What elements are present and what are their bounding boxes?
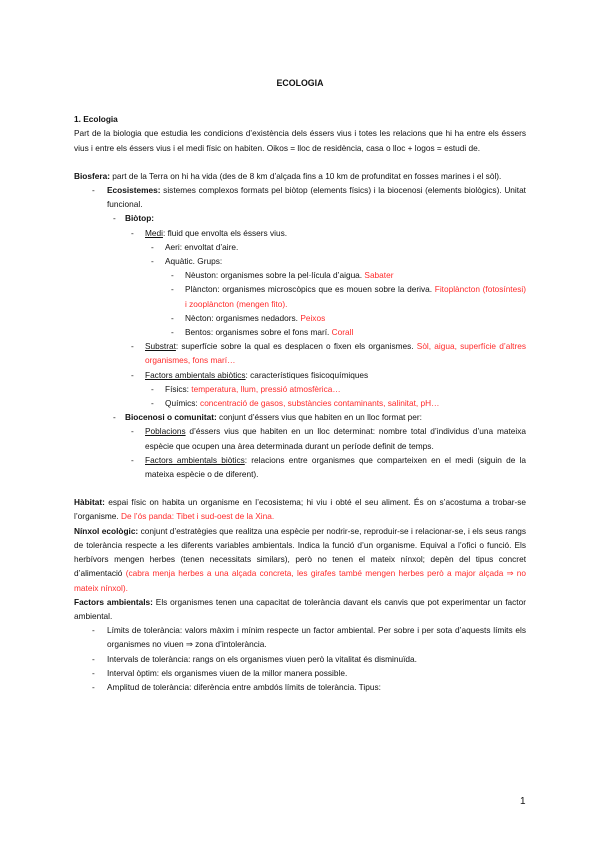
term-biocenosi: Biocenosi o comunitat: — [125, 412, 217, 423]
list-item — [125, 424, 526, 452]
biosfera-definition: part de la Terra on hi ha vida (des de 8 km d’alçada fins a 10 km de profunditat en fosses marines i el sòl). — [109, 170, 502, 181]
example-text: Fitoplàncton (fotosíntesi) i zooplàncton (mengen fito). — [185, 284, 526, 309]
factors-definition: : característiques fisicoquímiques — [245, 369, 369, 380]
list-item: - Amplitud de tolerància: diferència entre ambdós límits de tolerància. Tipus: — [74, 680, 526, 694]
list-item — [125, 339, 526, 367]
bullet-list — [125, 424, 526, 481]
section-paragraph: Part de la biologia que estudia les condicions d’existència dels éssers vius i totes les relacions que hi ha entre els éssers vius i entre els éssers vius i el medi físic on habiten. Oikos = lloc de residència, casa o lloc + logos = estudi de. — [74, 128, 526, 153]
term-biosfera: Biosfera: — [74, 170, 110, 181]
factor-label: Físics: — [165, 383, 192, 394]
list-item: - Intervals de tolerància: rangs on els organismes viuen però la vitalitat és disminuïda. — [74, 652, 526, 666]
example-text: temperatura, llum, pressió atmosfèrica… — [191, 383, 341, 394]
example-text: Peixos — [300, 312, 326, 323]
list-item — [125, 368, 526, 411]
factors-ambientals-definition: Els organismes tenen una capacitat de tolerància davant els canvis que pot experimentar un factor ambiental. — [74, 596, 526, 621]
term-factors-ambientals: Factors ambientals: — [74, 596, 153, 607]
habitat-definition: espai físic on habita un organisme en l’ecosistema; hi viu i obté el seu aliment. És on s’acostuma a trobar-se l’organisme. — [74, 497, 526, 522]
bullet-list — [165, 268, 526, 339]
term-factors-abiotics: Factors ambientals abiòtics — [145, 369, 246, 380]
section-heading: 1. Ecologia — [74, 114, 118, 125]
list-item: - Límits de tolerància: valors màxim i mínim respecte un factor ambiental. Per sobre i per sota d’aquests límits els organismes no viuen ⇒ zona d’intolerància. — [74, 623, 526, 651]
list-item — [165, 268, 526, 282]
bullet-list — [74, 623, 526, 694]
factors-biotics-definition: : relacions entre organismes que comparteixen en el medi (siguin de la mateixa espècie o de diferent). — [145, 454, 527, 480]
aquatic-label: Aquàtic. Grups: — [165, 256, 223, 267]
list-item — [125, 226, 526, 340]
group-text: Bentos: organismes sobre el fons marí. — [185, 327, 332, 338]
example-text: concentració de gasos, substàncies contaminants, salinitat, pH… — [200, 398, 440, 409]
medi-definition: : fluid que envolta els éssers vius. — [162, 227, 288, 238]
term-ninxol: Nínxol ecològic: — [74, 525, 139, 536]
term-poblacions: Poblacions — [145, 426, 186, 437]
term-medi: Medi — [145, 227, 163, 238]
group-text: Plàncton: organismes microscòpics que es mouen sobre la deriva. — [185, 284, 435, 295]
ninxol-definition: conjunt d’estratègies que realitza una espècie per nodrir-se, reproduir-se i relacionar-se, i els seus rangs de tolerància respecte a les diferents variables ambientals. Indica la funció d’un organisme. Equival a l’ofici o funció. Els herbívors mengen herbes (tenen necessitats similars), però no tenen el mateix nínxol; depèn del tipus concret d’alimentació — [74, 525, 526, 579]
factor-label: Químics: — [165, 398, 201, 409]
list-item — [107, 410, 526, 481]
example-text: Sòl, aigua, superfície d’altres organismes, fons marí… — [145, 341, 526, 366]
factors-ambientals-paragraph — [74, 595, 526, 623]
list-item — [145, 254, 526, 339]
bullet-list — [125, 226, 526, 411]
bullet-list — [145, 382, 526, 410]
document-title: ECOLOGIA — [276, 78, 324, 88]
term-biotop: Biòtop: — [125, 213, 155, 224]
group-text: Nècton: organismes nedadors. — [185, 312, 301, 323]
list-item — [74, 183, 526, 481]
list-item — [165, 311, 526, 325]
biocenosi-definition: conjunt d’éssers vius que habiten en un lloc format per: — [216, 412, 422, 423]
list-item — [145, 396, 526, 410]
page-number: 1 — [520, 796, 526, 807]
example-text: Sabater — [364, 270, 394, 281]
group-text: Nèuston: organismes sobre la pel·lícula d’aigua. — [185, 270, 365, 281]
ninxol-paragraph — [74, 524, 526, 595]
list-item — [107, 211, 526, 410]
term-factors-biotics: Factors ambientals biòtics — [145, 454, 245, 465]
example-text: Corall — [331, 327, 354, 338]
biosfera-paragraph — [74, 169, 526, 183]
term-ecosistemes: Ecosistemes: — [107, 185, 161, 196]
list-item: - Interval òptim: els organismes viuen de la millor manera possible. — [74, 666, 526, 680]
list-item — [165, 325, 526, 339]
list-item — [165, 282, 526, 310]
substrat-definition: : superfície sobre la qual es desplacen o fixen els organismes. — [175, 341, 417, 352]
example-text: De l’ós panda: Tibet i sud-oest de la Xina. — [121, 511, 275, 522]
term-substrat: Substrat — [145, 341, 176, 352]
poblacions-definition: d’éssers vius que habiten en un lloc determinat: nombre total d’individus d’una mateixa espècie que ocupen una àrea determinada durant un període definit de temps. — [145, 426, 526, 451]
ecosistemes-definition: sistemes complexos formats pel biòtop (elements físics) i la biocenosi (elements biològics). Unitat funcional. — [107, 185, 526, 210]
list-item: - Aeri: envoltat d’aire. — [145, 240, 526, 254]
term-habitat: Hàbitat: — [74, 497, 105, 508]
list-item — [145, 382, 526, 396]
bullet-list — [74, 183, 526, 481]
habitat-paragraph — [74, 495, 526, 523]
list-item — [125, 453, 526, 481]
bullet-list — [145, 240, 526, 339]
bullet-list — [107, 211, 526, 481]
example-text: (cabra menja herbes a una alçada concreta, les girafes també mengen herbes però a major alçada ⇒ no mateix nínxol). — [74, 568, 526, 593]
document-body — [74, 76, 526, 694]
